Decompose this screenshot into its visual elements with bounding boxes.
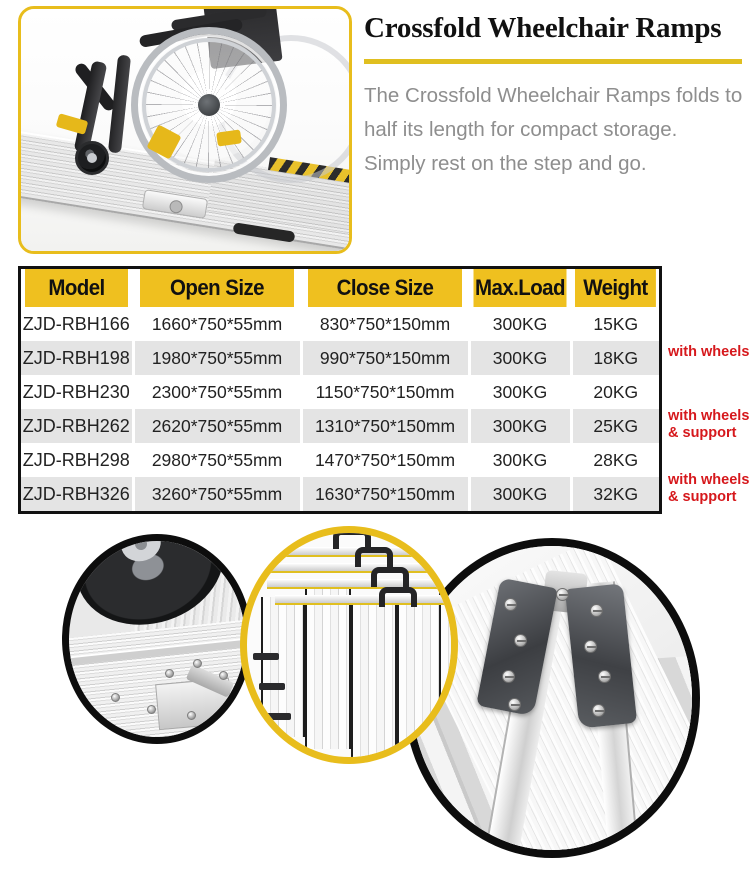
rivet-icon <box>165 669 174 678</box>
cell-close-size: 830*750*150mm <box>301 307 469 341</box>
cell-close-size: 990*750*150mm <box>301 341 469 375</box>
table-row <box>21 477 659 511</box>
cell-close-size: 1150*750*150mm <box>301 375 469 409</box>
cell-model: ZJD-RBH262 <box>21 409 133 443</box>
carry-handle-icon <box>355 547 393 567</box>
title-divider <box>364 59 742 64</box>
carry-handle-icon <box>333 529 371 549</box>
spec-table <box>21 269 659 511</box>
column-header-close-size: Close Size <box>307 269 463 307</box>
ramp-foot <box>253 653 279 660</box>
spec-table-container <box>18 266 662 514</box>
ramp-top-rail <box>267 579 457 589</box>
cell-model: ZJD-RBH298 <box>21 443 133 477</box>
top-section <box>0 0 750 262</box>
note-line-1: with wheels <box>668 472 750 488</box>
carry-handle-icon <box>379 587 417 607</box>
intro-description: The Crossfold Wheelchair Ramps folds to half its length for compact storage. Simply rest on the step and go. <box>364 84 743 175</box>
table-row <box>21 409 659 443</box>
cell-open-size: 1980*750*55mm <box>133 341 301 375</box>
folded-ramp-panel <box>397 599 441 759</box>
folded-ramp-panel <box>305 589 351 749</box>
note-with-wheels-support-1 <box>668 408 749 442</box>
cell-weight: 25KG <box>571 409 659 443</box>
rivet-icon <box>147 705 156 714</box>
column-header-open-size: Open Size <box>139 269 295 307</box>
wheelchair-caster-wheel <box>75 141 109 175</box>
cell-max-load: 300KG <box>469 443 571 477</box>
cell-model: ZJD-RBH198 <box>21 341 133 375</box>
screw-icon <box>584 640 597 653</box>
note-line-1: with wheels <box>668 344 750 360</box>
margin-notes <box>668 266 750 514</box>
gallery-photo-wheel-on-ramp <box>62 534 252 744</box>
rivet-icon <box>111 693 120 702</box>
cell-max-load: 300KG <box>469 409 571 443</box>
screw-icon <box>556 588 569 601</box>
table-row <box>21 375 659 409</box>
table-row <box>21 443 659 477</box>
cell-max-load: 300KG <box>469 307 571 341</box>
table-row <box>21 307 659 341</box>
cell-model: ZJD-RBH326 <box>21 477 133 511</box>
cell-open-size: 2300*750*55mm <box>133 375 301 409</box>
rivet-icon <box>193 659 202 668</box>
detail-gallery <box>0 516 750 877</box>
page-title: Crossfold Wheelchair Ramps <box>364 12 722 44</box>
cell-close-size: 1310*750*150mm <box>301 409 469 443</box>
cell-close-size: 1470*750*150mm <box>301 443 469 477</box>
cell-open-size: 2980*750*55mm <box>133 443 301 477</box>
folded-ramp-panel <box>351 595 397 763</box>
cell-close-size: 1630*750*150mm <box>301 477 469 511</box>
ramp-top-rail <box>275 595 457 605</box>
screw-icon <box>504 598 517 611</box>
note-line-2: & support <box>668 489 737 505</box>
cell-weight: 20KG <box>571 375 659 409</box>
screw-icon <box>598 670 611 683</box>
cell-max-load: 300KG <box>469 375 571 409</box>
note-with-wheels <box>668 344 749 361</box>
column-header-weight: Weight <box>574 269 656 307</box>
rivet-icon <box>219 671 228 680</box>
intro-block <box>364 8 744 248</box>
table-row <box>21 341 659 375</box>
cell-open-size: 2620*750*55mm <box>133 409 301 443</box>
column-header-model: Model <box>25 269 129 307</box>
note-line-1: with wheels <box>668 408 750 424</box>
cell-max-load: 300KG <box>469 341 571 375</box>
screw-icon <box>508 698 521 711</box>
screw-icon <box>502 670 515 683</box>
carry-handle-icon <box>371 567 409 587</box>
ramp-foot <box>265 713 291 720</box>
hero-photo-art <box>21 9 349 251</box>
screw-icon <box>592 704 605 717</box>
cell-weight: 28KG <box>571 443 659 477</box>
note-with-wheels-support-2 <box>668 472 749 506</box>
screw-icon <box>514 634 527 647</box>
table-header-row <box>21 269 659 307</box>
cell-max-load: 300KG <box>469 477 571 511</box>
cell-weight: 32KG <box>571 477 659 511</box>
column-header-max-load: Max.Load <box>473 269 568 307</box>
ramp-foot <box>259 683 285 690</box>
cell-weight: 18KG <box>571 341 659 375</box>
note-line-2: & support <box>668 425 737 441</box>
cell-model: ZJD-RBH230 <box>21 375 133 409</box>
screw-icon <box>590 604 603 617</box>
cell-model: ZJD-RBH166 <box>21 307 133 341</box>
cell-weight: 15KG <box>571 307 659 341</box>
cell-open-size: 3260*750*55mm <box>133 477 301 511</box>
gallery-photo-folded-stack <box>240 526 458 764</box>
cell-open-size: 1660*750*55mm <box>133 307 301 341</box>
rivet-icon <box>187 711 196 720</box>
hero-product-photo <box>18 6 352 254</box>
